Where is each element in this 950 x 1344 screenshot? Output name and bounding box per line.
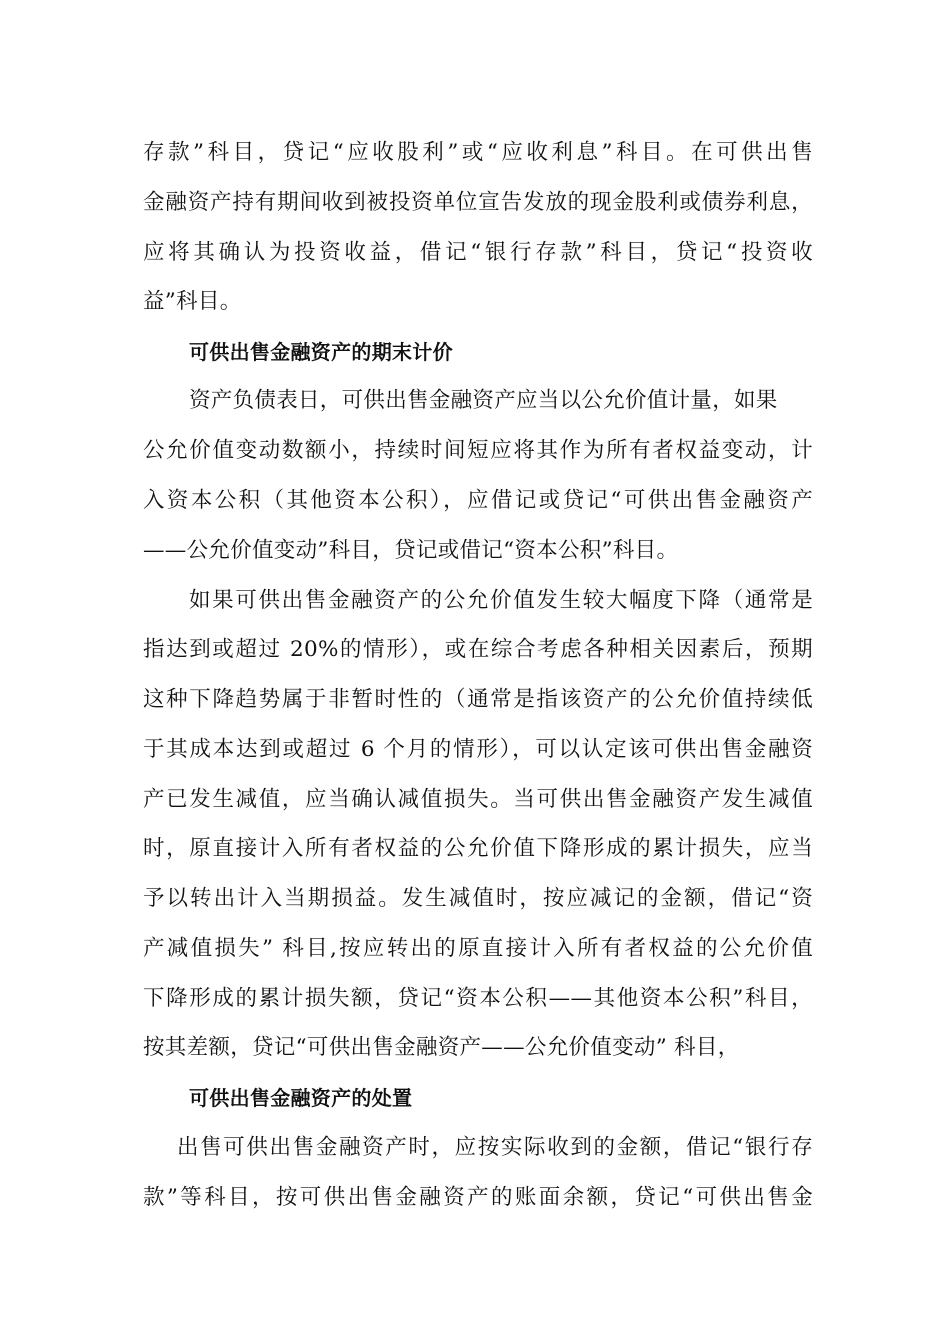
- section-heading-disposal: 可供出售金融资产的处置: [189, 1086, 413, 1110]
- paragraph-2-line-4: ——公允价值变动”科目，贷记或借记“资本公积”科目。: [143, 538, 679, 563]
- paragraph-3-line-8: 产减值损失” 科目,按应转出的原直接计入所有者权益的公允价值: [143, 936, 813, 961]
- paragraph-1-line-1: 存款”科目，贷记“应收股利”或“应收利息”科目。在可供出售: [143, 140, 813, 165]
- paragraph-3-line-5: 产已发生减值，应当确认减值损失。当可供出售金融资产发生减值: [143, 787, 813, 812]
- paragraph-3-line-7: 予以转出计入当期损益。发生减值时，按应减记的金额，借记“资: [143, 886, 813, 911]
- paragraph-3-line-6: 时，原直接计入所有者权益的公允价值下降形成的累计损失，应当: [143, 836, 813, 861]
- paragraph-2-line-2: 公允价值变动数额小，持续时间短应将其作为所有者权益变动，计: [143, 438, 813, 463]
- paragraph-3-line-9: 下降形成的累计损失额，贷记“资本公积——其他资本公积”科目，: [143, 986, 813, 1011]
- paragraph-3-line-10: 按其差额，贷记“可供出售金融资产——公允价值变动” 科目，: [143, 1035, 740, 1060]
- paragraph-2-line-3: 入资本公积（其他资本公积），应借记或贷记“可供出售金融资产: [143, 488, 813, 513]
- paragraph-3-line-1: 如果可供出售金融资产的公允价值发生较大幅度下降（通常是: [189, 588, 813, 613]
- paragraph-3-line-4: 于其成本达到或超过 6 个月的情形），可以认定该可供出售金融资: [143, 737, 813, 762]
- paragraph-1-line-3: 应将其确认为投资收益，借记“银行存款”科目，贷记“投资收: [143, 240, 813, 265]
- paragraph-2-line-1: 资产负债表日，可供出售金融资产应当以公允价值计量，如果: [189, 388, 778, 413]
- paragraph-3-line-2: 指达到或超过 20%的情形），或在综合考虑各种相关因素后，预期: [143, 637, 813, 662]
- paragraph-4-line-1: 出售可供出售金融资产时，应按实际收到的金额，借记“银行存: [177, 1135, 813, 1160]
- paragraph-1-line-2: 金融资产持有期间收到被投资单位宣告发放的现金股利或债券利息，: [143, 190, 813, 215]
- section-heading-period-end-valuation: 可供出售金融资产的期末计价: [189, 340, 453, 364]
- paragraph-4-line-2: 款”等科目，按可供出售金融资产的账面余额，贷记“可供出售金: [143, 1185, 813, 1210]
- paragraph-3-line-3: 这种下降趋势属于非暂时性的（通常是指该资产的公允价值持续低: [143, 687, 813, 712]
- paragraph-1-line-4: 益”科目。: [143, 289, 242, 314]
